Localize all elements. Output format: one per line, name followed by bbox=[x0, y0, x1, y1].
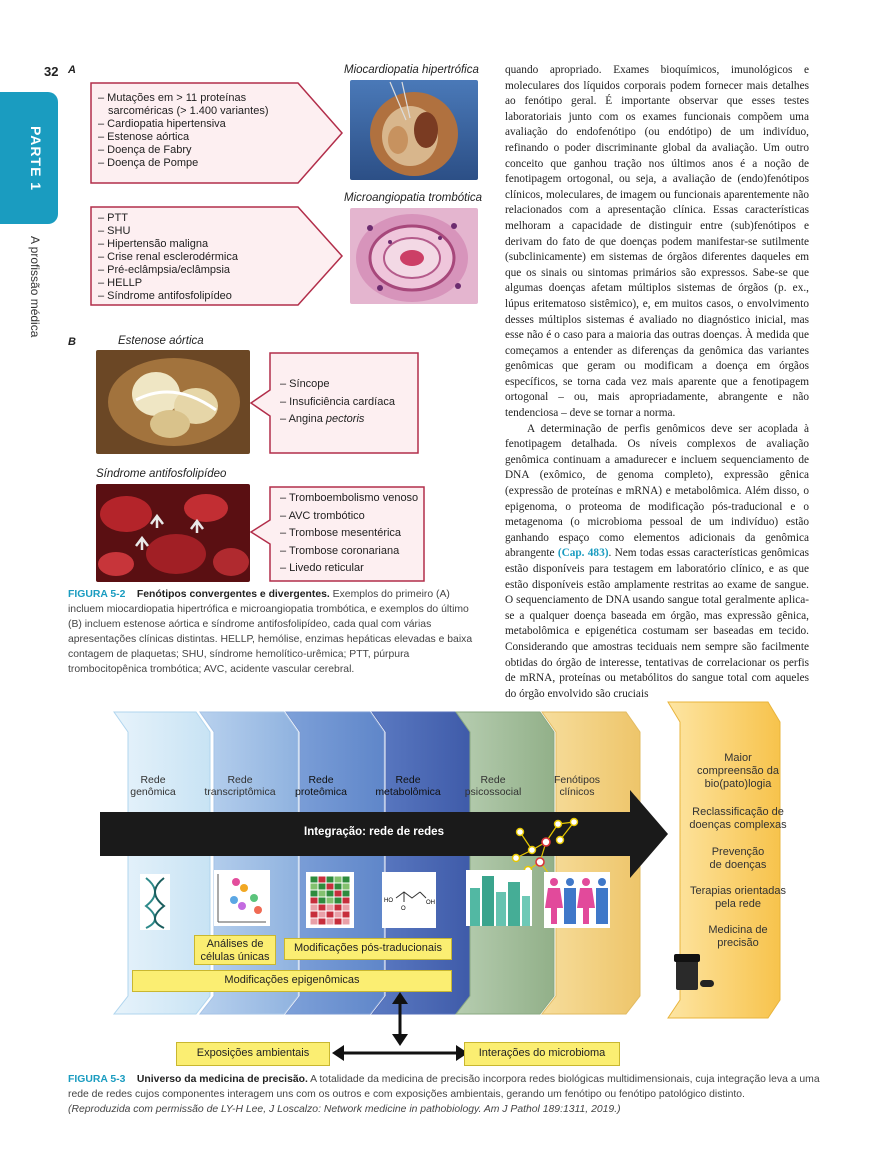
section-title: A profissão médica bbox=[28, 236, 42, 338]
list-item: – Cardiopatia hipertensiva bbox=[98, 118, 226, 130]
heart-photo-image bbox=[350, 80, 478, 180]
figure-5-2-caption bbox=[68, 587, 482, 677]
outcome-item: Terapias orientadas pela rede bbox=[689, 885, 786, 910]
image-title-hcm: Miocardiopatia hipertrófica bbox=[344, 64, 479, 76]
list-item bbox=[280, 411, 395, 429]
list-item: – Doença de Pompe bbox=[98, 157, 199, 169]
figure-caption-text: A totalidade da medicina de precisão incorpora redes biológicas multidimensionais, cuja integração leva a uma rede de redes cujos componentes interagem uns com os outros e com exposições ambientais, gerando um fenótipo ou fenótipo patológico distinto. bbox=[68, 1074, 820, 1100]
metabolite-label: OH bbox=[426, 900, 435, 906]
list-item: – Insuficiência cardíaca bbox=[280, 395, 395, 408]
epigenomic-box: Modificações epigenômicas bbox=[132, 970, 452, 992]
outcome-item: Reclassificação de doenças complexas bbox=[689, 806, 787, 831]
figure-title: Fenótipos convergentes e divergentes. bbox=[136, 589, 330, 600]
phenotype-list-2 bbox=[98, 212, 238, 303]
panel-label-psychosocial: Rede psicossocial bbox=[464, 774, 522, 798]
blood-cells-photo-image bbox=[96, 484, 250, 582]
part-tab-label: PARTE 1 bbox=[28, 126, 44, 192]
body-text-span: . Nem todas essas características genômicas estão disponíveis para testagem em laboratório clínico, e as que estão disponíveis estão amplamente restritas ao exame de sangue. O sequenciamento de DNA usando sangue total geralmente aplica-se a qualquer doença baseada em órgão, mas expressão gênica, metabolômica e epigenética costumam ser baseadas em tecido. Considerando que amostras teciduais nem sempre são facilmente obtidas do órgão de interesse, tentativas de correlacionar os perfis de mRNA, proteínas ou metabólitos do sangue total com aqueles do órgão envolvido são cruciais bbox=[505, 547, 810, 700]
list-item: – AVC trombótico bbox=[280, 509, 365, 522]
list-item: – PTT bbox=[98, 212, 128, 224]
list-item: – Síncope bbox=[280, 378, 330, 390]
list-item: – Estenose aórtica bbox=[98, 131, 190, 143]
image-title-aortic: Estenose aórtica bbox=[118, 335, 204, 347]
panel-label-proteomic: Rede proteômica bbox=[295, 774, 347, 798]
panel-label-clinical: Fenótipos clínicos bbox=[553, 774, 601, 798]
image-title-tma: Microangiopatia trombótica bbox=[344, 192, 483, 204]
list-item: – Síndrome antifosfolipídeo bbox=[98, 290, 232, 302]
phenotype-list-3 bbox=[280, 376, 395, 429]
figure-label: FIGURA 5-3 bbox=[68, 1074, 126, 1085]
outcome-item: Prevenção de doenças bbox=[709, 846, 767, 871]
list-item: – Doença de Fabry bbox=[98, 144, 192, 156]
list-item-text: – Angina bbox=[280, 413, 326, 425]
post-translational-box: Modificações pós-traducionais bbox=[284, 938, 452, 960]
integration-arrow-label: Integração: rede de redes bbox=[304, 826, 444, 838]
panel-b-label: B bbox=[68, 336, 76, 348]
list-item: – Tromboembolismo venoso bbox=[280, 492, 419, 504]
panel-a-label: A bbox=[68, 64, 76, 76]
page-number: 32 bbox=[44, 64, 59, 79]
body-text-span: A determinação de perfis genômicos deve ser acoplada à fenotipagem detalhada. Os níveis complexos de avaliação genômica continuam a amadurecer e incluem sequenciamento de DNA (exômico, de genoma completo), expressão gênica (expressão de proteínas e mRNA) e metabolômica. Além disso, o epigenoma, o proteoma de modificação pós-traducional e o metagenoma (o microbioma pessoal de um indivíduo) estão ganhando espaço como elementos adicionais da genômica abrangente bbox=[505, 422, 809, 560]
metabolite-label: HO bbox=[384, 898, 393, 904]
list-item: – Trombose coronariana bbox=[280, 544, 400, 557]
figure-5-3-caption bbox=[68, 1072, 828, 1117]
list-item: – SHU bbox=[98, 225, 131, 237]
histology-photo-image bbox=[350, 208, 478, 304]
body-paragraph: quando apropriado. Exames bioquímicos, imunológicos e moleculares dos líquidos corporais podem fornecer mais detalhes ao fenótipo geral. É importante observar que esses testes laboratoriais junto com os exames funcionais compõem uma avaliação do endofenótipo (ou endótipo) de um indivíduo, refinando o poder discriminante global da avaliação. Um outro conceito que ganhou tração nos últimos anos é a noção de fenotipagem ortogonal, ou seja, a avaliação de (endo)fenótipos clínicos, moleculares, de imagem ou funcionais aparentemente não relacionados com a apresentação clínica. Essas características melhoram a capacidade de distinguir entre (sub)fenótipos e derivam do fato de que doenças podem manifestar-se sutilmente (subclinicamente) em sistemas de órgãos diferentes daqueles em que os sinais ou sintomas primários são expressos. Sabe-se que algumas doenças afetam múltiplos sistemas de órgãos (p. ex., lúpus eritematoso sistêmico), e, em muitos casos, o envolvimento desses múltiplos sistemas é avaliado no diagnóstico inicial, mas esse não é o caso para a maioria das outras doenças. À medida que começamos a entender as diferenças da genômica das variantes genômicas que geram ou modificam a doença em órgãos específicos, se torna cada vez mais aparente que a fenotipagem ortogonal – ou, mais apropriadamente, abrangente e não tendenciosa – deve se tornar a norma. bbox=[505, 64, 809, 420]
figure-label: FIGURA 5-2 bbox=[68, 589, 126, 600]
panel-label-genomic: Rede genômica bbox=[130, 774, 176, 798]
phenotype-list-1 bbox=[98, 92, 268, 170]
aortic-valve-photo-image bbox=[96, 350, 250, 454]
list-item: – Hipertensão maligna bbox=[98, 238, 209, 250]
list-item: – Pré-eclâmpsia/eclâmpsia bbox=[98, 264, 231, 276]
panel-label-transcriptomic: Rede transcriptômica bbox=[204, 774, 276, 798]
figure-caption-text: Exemplos do primeiro (A) incluem miocardiopatia hipertrófica e microangiopatia trombótica, e exemplos do último (B) incluem estenose aórtica e síndrome antifosfolipídeo, cada qual com várias apresentações clínicas distintas. HELLP, hemólise, enzimas hepáticas elevadas e baixa contagem de plaquetas; SHU, síndrome hemolítico-urêmica; PTT, púrpura trombocitopênica trombótica; AVC, acidente vascular cerebral. bbox=[68, 589, 473, 675]
panel-label-metabolomic: Rede metabolômica bbox=[375, 774, 441, 798]
image-title-aps: Síndrome antifosfolipídeo bbox=[96, 468, 227, 480]
phenotype-list-4 bbox=[280, 490, 418, 578]
body-paragraph bbox=[505, 422, 809, 703]
outcome-item: Maior compreensão da bio(pato)logia bbox=[697, 752, 779, 790]
list-item: – Mutações em > 11 proteínas bbox=[98, 92, 247, 104]
microbiome-box: Interações do microbioma bbox=[464, 1042, 620, 1066]
list-item: – HELLP bbox=[98, 277, 143, 289]
metabolite-label: O bbox=[401, 906, 406, 912]
outcome-item: Medicina de precisão bbox=[708, 924, 768, 949]
list-item: – Crise renal esclerodérmica bbox=[98, 251, 238, 263]
list-item: – Livedo reticular bbox=[280, 562, 364, 574]
figure-credit: (Reproduzida com permissão de LY-H Lee, J Loscalzo: Network medicine in pathobiology. Am J Pathol 189:1311, 2019.) bbox=[68, 1104, 621, 1115]
body-text-column bbox=[505, 63, 809, 702]
figure-title: Universo da medicina de precisão. bbox=[136, 1074, 308, 1085]
environmental-exposures-box: Exposições ambientais bbox=[176, 1042, 330, 1066]
chapter-reference-link[interactable]: (Cap. 483) bbox=[557, 547, 609, 560]
single-cell-analysis-box: Análises de células únicas bbox=[194, 935, 276, 965]
list-item: – Trombose mesentérica bbox=[280, 527, 402, 539]
list-item-italic: pectoris bbox=[325, 413, 365, 425]
list-item: sarcoméricas (> 1.400 variantes) bbox=[108, 105, 269, 117]
